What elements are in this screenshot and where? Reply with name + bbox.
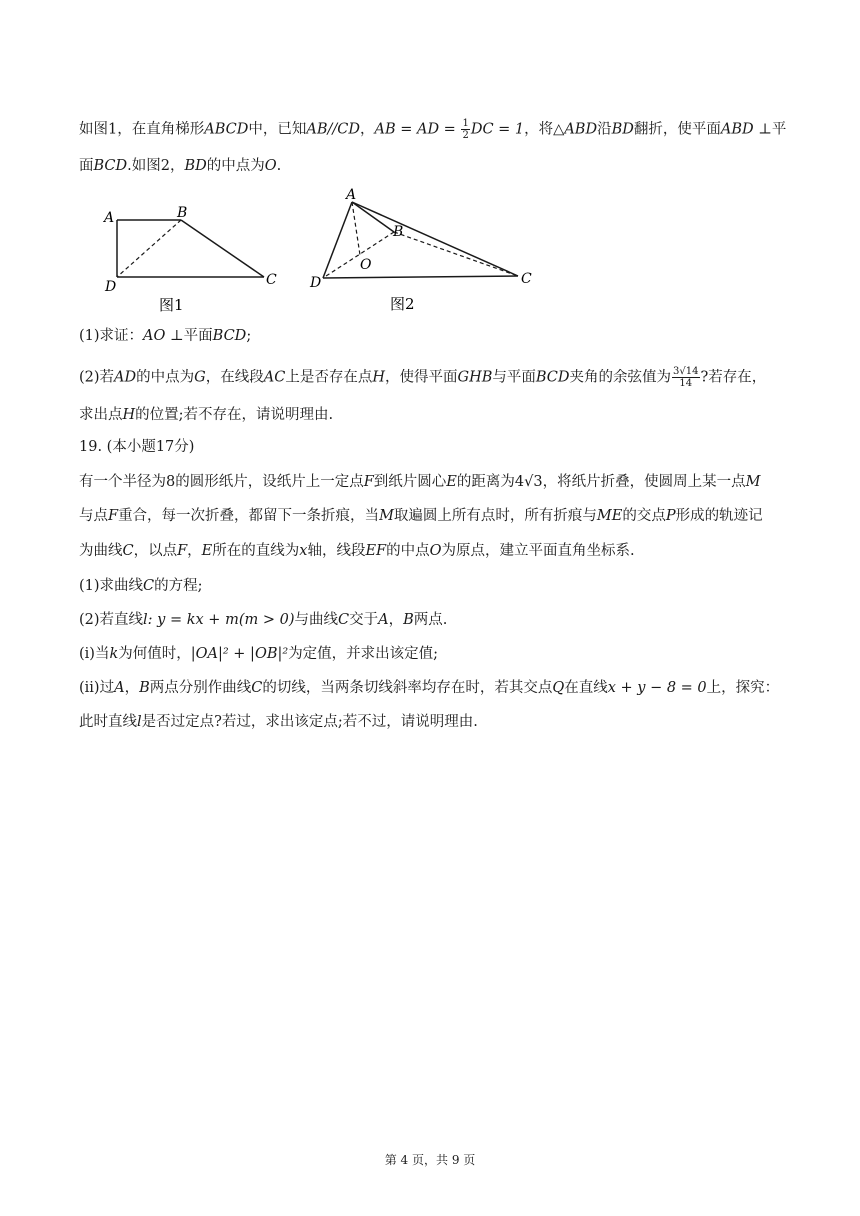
problem19-text-line3: 为曲线C，以点F，E所在的直线为x轴，线段EF的中点O为原点，建立平面直角坐标系. [79,543,635,559]
figure-2-folded [305,186,545,316]
edge-bc [181,220,264,277]
problem19-question2: (2)若直线l: y = kx + m(m > 0)与曲线C交于A，B两点. [79,612,448,628]
problem19-text-line2: 与点F重合，每一次折叠，都留下一条折痕，当M取遍圆上所有点时，所有折痕与ME的交点P形成的轨迹记 [79,508,763,524]
edge-bd-dashed [323,232,394,278]
problem19-subquestion-ii-line1: (ii)过A，B两点分别作曲线C的切线，当两条切线斜率均存在时，若其交点Q在直线x + y − 8 = 0上，探究： [79,680,780,696]
figure-2-caption: 图2 [390,295,415,313]
problem18-question2-line2: 求出点H的位置;若不存在，请说明理由. [79,407,334,423]
page-footer: 第 4 页，共 9 页 [384,1153,476,1167]
label-d: D [105,279,117,295]
problem18-question1: (1)求证：AO ⊥平面BCD; [79,328,252,344]
problem19-text-line1: 有一个半径为8的圆形纸片，设纸片上一定点F到纸片圆心E的距离为4√3，将纸片折叠，使圆周上某一点M [79,474,761,490]
label-a: A [104,210,115,226]
label-d: D [310,275,322,291]
label-c: C [521,271,532,287]
edge-ad [323,202,352,278]
edge-ao-dashed [352,202,360,255]
problem18-question2-line1: (2)若AD的中点为G，在线段AC上是否存在点H，使得平面GHB与平面BCD夹角的余弦值为 $\frac{3√14}{14}$ ?若存在， [79,366,767,389]
edge-dc [323,276,518,278]
label-b: B [177,205,188,221]
edge-ab [352,202,394,232]
figure-1-caption: 图1 [159,296,184,314]
fraction-cosine-value: $\frac{3√14}{14}$ [673,366,699,389]
edge-bd-dashed [117,220,181,277]
edge-bc-dashed [394,232,518,276]
label-b: B [393,224,404,240]
problem19-subquestion-ii-line2: 此时直线l是否过定点?若过，求出该定点;若不过，请说明理由. [79,714,478,730]
label-a: A [346,187,357,203]
label-o: O [360,257,372,273]
figure-1-trapezoid [100,200,290,318]
problem19-question1: (1)求曲线C的方程; [79,578,203,594]
problem19-header: 19. (本小题17分) [79,439,195,455]
label-c: C [266,272,277,288]
edge-ac [352,202,518,276]
fraction-one-half: $\frac{1}{2}$ [462,118,469,141]
problem19-subquestion-i: (i)当k为何值时，|OA|² + |OB|²为定值，并求出该定值; [79,646,439,662]
problem18-intro-line2: 面BCD.如图2，BD的中点为O. [79,158,282,174]
problem18-intro-line1: 如图1，在直角梯形ABCD中，已知AB//CD，AB = AD = $\frac{1}{2}$ DC = 1，将△ABD沿BD翻折，使平面ABD ⊥平 [79,118,787,141]
